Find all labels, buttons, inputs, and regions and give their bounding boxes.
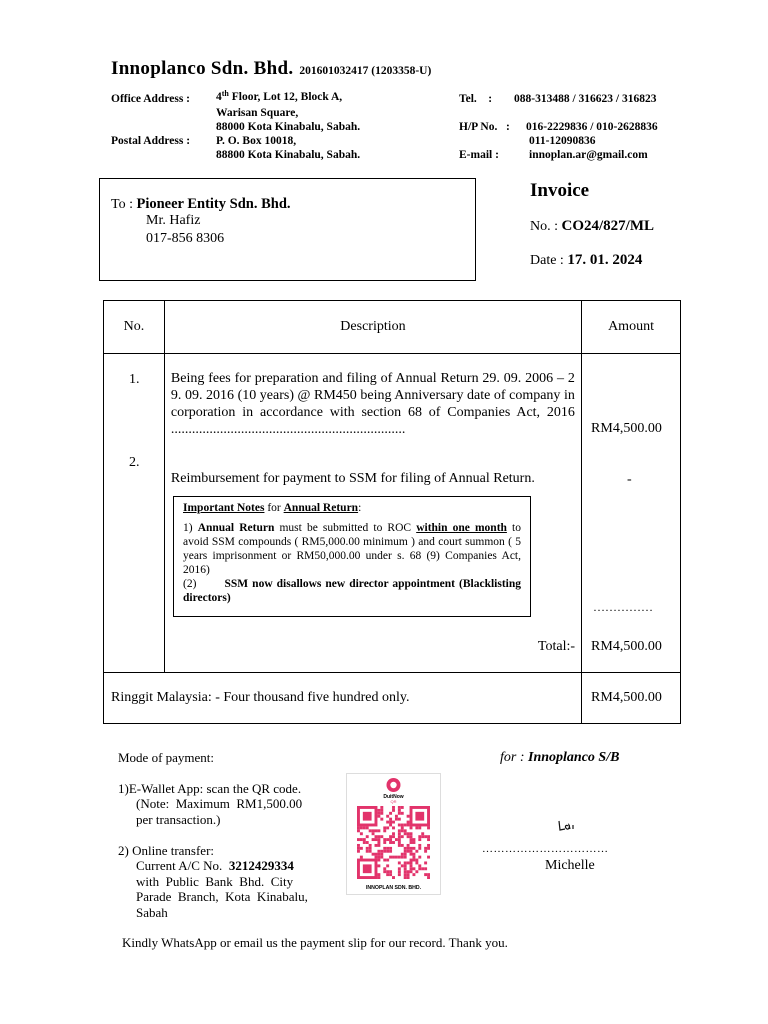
recipient-box <box>99 178 476 281</box>
to-label: To : <box>111 197 133 212</box>
mode-of-payment-label: Mode of payment: <box>118 750 215 765</box>
header-amount: Amount <box>582 301 681 354</box>
item-numbers-cell <box>104 354 165 673</box>
hp-value-2: 011-12090836 <box>529 135 596 147</box>
item-1-description: Being fees for preparation and filing of Annual Return 29. 09. 2006 – 29. 09. 2016 (10 years) @ RM450 being Anniversary date of company incorporation in accordance with section 68 of Companies Act, 2016 ................................................................... <box>170 371 575 437</box>
recipient-line <box>111 196 291 213</box>
qr-brand: DuitNow <box>383 794 404 800</box>
hp-label: H/P No. : <box>459 121 510 133</box>
important-notes-box <box>173 496 531 617</box>
account-number: 3212429334 <box>228 858 294 873</box>
item-1-amount: RM4,500.00 <box>591 421 662 436</box>
item-2-description: Reimbursement for payment to SSM for filing of Annual Return. <box>170 471 535 486</box>
recipient-name: Pioneer Entity Sdn. Bhd. <box>136 196 291 212</box>
item-2-no: 2. <box>129 455 140 470</box>
office-address-line2: Warisan Square, <box>216 107 299 119</box>
total-dots: …………… <box>593 600 654 614</box>
postal-address-line2: 88800 Kota Kinabalu, Sabah. <box>216 149 361 161</box>
duitnow-qr-code[interactable] <box>346 773 441 895</box>
header-description: Description <box>164 301 581 354</box>
postal-address-line1: P. O. Box 10018, <box>216 135 297 147</box>
invoice-date <box>530 252 642 269</box>
online-transfer-line-4: Parade Branch, Kota Kinabalu, <box>136 889 308 904</box>
item-amounts-cell <box>582 354 681 673</box>
amount-in-words: Ringgit Malaysia: - Four thousand five hundred only. <box>104 673 582 724</box>
signature-mark <box>556 818 580 834</box>
signature-line: …………………………… <box>482 843 609 855</box>
table-header-row <box>104 301 681 354</box>
email-label: E-mail : <box>459 149 499 161</box>
qr-code-graphic <box>347 774 440 894</box>
email-value: innoplan.ar@gmail.com <box>529 149 648 161</box>
online-transfer-line-3: with Public Bank Bhd. City <box>136 874 294 889</box>
item-2-amount: - <box>627 472 632 487</box>
qr-merchant-name: INNOPLAN SDN. BHD. <box>365 885 422 891</box>
ewallet-line-2: (Note: Maximum RM1,500.00 <box>136 796 303 811</box>
office-address-label: Office Address : <box>111 93 191 105</box>
notes-title: Important Notes for Annual Return: <box>183 502 362 514</box>
postal-address-label: Postal Address : <box>111 135 191 147</box>
item-1-no: 1. <box>129 372 140 387</box>
recipient-phone: 017-856 8306 <box>146 231 225 246</box>
invoice-number-label: No. : <box>530 219 558 234</box>
amount-in-words-value: RM4,500.00 <box>582 673 681 724</box>
registration-number: 201601032417 (1203358-U) <box>299 65 432 77</box>
invoice-number-value: CO24/827/ML <box>561 218 654 234</box>
ewallet-line-3: per transaction.) <box>136 812 221 827</box>
signature-company: Innoplanco S/B <box>528 750 620 765</box>
invoice-number <box>530 218 654 235</box>
invoice-date-value: 17. 01. 2024 <box>567 252 643 268</box>
header-no: No. <box>104 301 165 354</box>
ewallet-line-1: 1)E-Wallet App: scan the QR code. <box>118 781 302 796</box>
signature-for: for : Innoplanco S/B <box>500 750 620 765</box>
invoice-title: Invoice <box>530 180 590 201</box>
company-name-text: Innoplanco Sdn. Bhd. <box>111 58 294 79</box>
tel-label: Tel. : <box>459 93 493 105</box>
tel-value: 088-313488 / 316623 / 316823 <box>514 93 657 105</box>
notes-point-2: (2) SSM now disallows new director appointment (Blacklisting directors) <box>183 578 521 604</box>
total-label: Total:- <box>537 639 576 654</box>
invoice-date-label: Date : <box>530 253 564 268</box>
online-transfer-line-1: 2) Online transfer: <box>118 843 215 858</box>
hp-value-1: 016-2229836 / 010-2628836 <box>526 121 658 133</box>
notes-point-1: 1) Annual Return must be submitted to ROC within one month to avoid SSM compounds ( RM5,000.00 minimum ) and court summon ( 5 years imprisonment or RM50,000.00 under s. 68 (9) Companies Act, 2016) <box>183 522 521 576</box>
online-transfer-line-2: Current A/C No. 3212429334 <box>136 858 294 873</box>
total-amount: RM4,500.00 <box>591 639 662 654</box>
amount-in-words-row <box>104 673 681 724</box>
company-name <box>111 58 431 80</box>
qr-sub: QR <box>390 799 397 804</box>
recipient-contact: Mr. Hafiz <box>146 213 201 228</box>
signatory-name: Michelle <box>545 858 595 873</box>
online-transfer-line-5: Sabah <box>136 905 168 920</box>
office-address-line1: 4th Floor, Lot 12, Block A, <box>216 89 343 103</box>
footer-note: Kindly WhatsApp or email us the payment slip for our record. Thank you. <box>122 935 508 950</box>
office-address-line3: 88000 Kota Kinabalu, Sabah. <box>216 121 361 133</box>
